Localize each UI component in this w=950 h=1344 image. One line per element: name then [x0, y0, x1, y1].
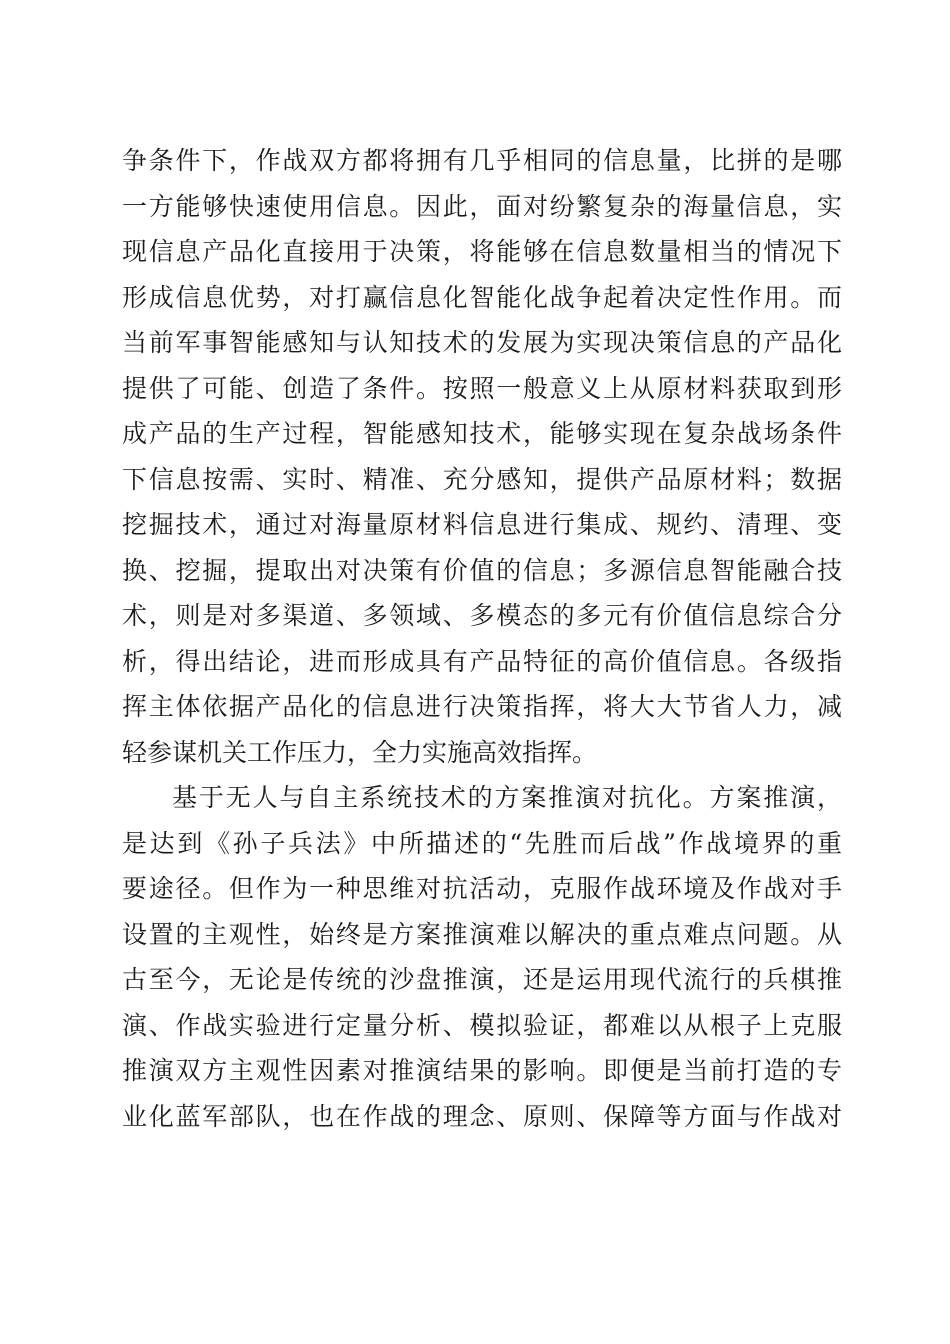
- text-line: 术，则是对多渠道、多领域、多模态的多元有价值信息综合分: [122, 601, 842, 630]
- text-line: 挥主体依据产品化的信息进行决策指挥，将大大节省人力，减: [122, 692, 842, 721]
- text-line: 换、挖掘，提取出对决策有价值的信息；多源信息智能融合技: [122, 555, 842, 585]
- text-line: 提供了可能、创造了条件。按照一般意义上从原材料获取到形: [122, 373, 842, 403]
- text-line: 演、作战实验进行定量分析、模拟验证，都难以从根子上克服: [122, 1010, 842, 1040]
- paragraph-start-line: 基于无人与自主系统技术的方案推演对抗化。方案推演，: [172, 783, 842, 812]
- text-line: 推演双方主观性因素对推演结果的影响。即便是当前打造的专: [122, 1056, 842, 1085]
- text-line: 现信息产品化直接用于决策，将能够在信息数量相当的情况下: [122, 237, 842, 266]
- text-line: 挖掘技术，通过对海量原材料信息进行集成、规约、清理、变: [122, 510, 842, 539]
- text-line: 是达到《孙子兵法》中所描述的“先胜而后战”作战境界的重: [122, 828, 842, 858]
- text-line: 业化蓝军部队，也在作战的理念、原则、保障等方面与作战对: [122, 1101, 842, 1131]
- text-line: 当前军事智能感知与认知技术的发展为实现决策信息的产品化: [122, 328, 842, 357]
- text-line: 成产品的生产过程，智能感知技术，能够实现在复杂战场条件: [122, 419, 842, 448]
- body-text: [122, 138, 842, 1139]
- text-line: 析，得出结论，进而形成具有产品特征的高价值信息。各级指: [122, 646, 842, 676]
- text-line: 一方能够快速使用信息。因此，面对纷繁复杂的海量信息，实: [122, 191, 842, 221]
- text-line: 要途径。但作为一种思维对抗活动，克服作战环境及作战对手: [122, 874, 842, 903]
- text-line: 下信息按需、实时、精准、充分感知，提供产品原材料；数据: [122, 464, 842, 494]
- text-line: 古至今，无论是传统的沙盘推演，还是运用现代流行的兵棋推: [122, 965, 842, 994]
- text-line: 设置的主观性，始终是方案推演难以解决的重点难点问题。从: [122, 919, 842, 949]
- text-line: 形成信息优势，对打赢信息化智能化战争起着决定性作用。而: [122, 282, 842, 312]
- paragraph-end-line: 轻参谋机关工作压力，全力实施高效指挥。: [122, 737, 598, 767]
- text-line: 争条件下，作战双方都将拥有几乎相同的信息量，比拼的是哪: [122, 146, 842, 175]
